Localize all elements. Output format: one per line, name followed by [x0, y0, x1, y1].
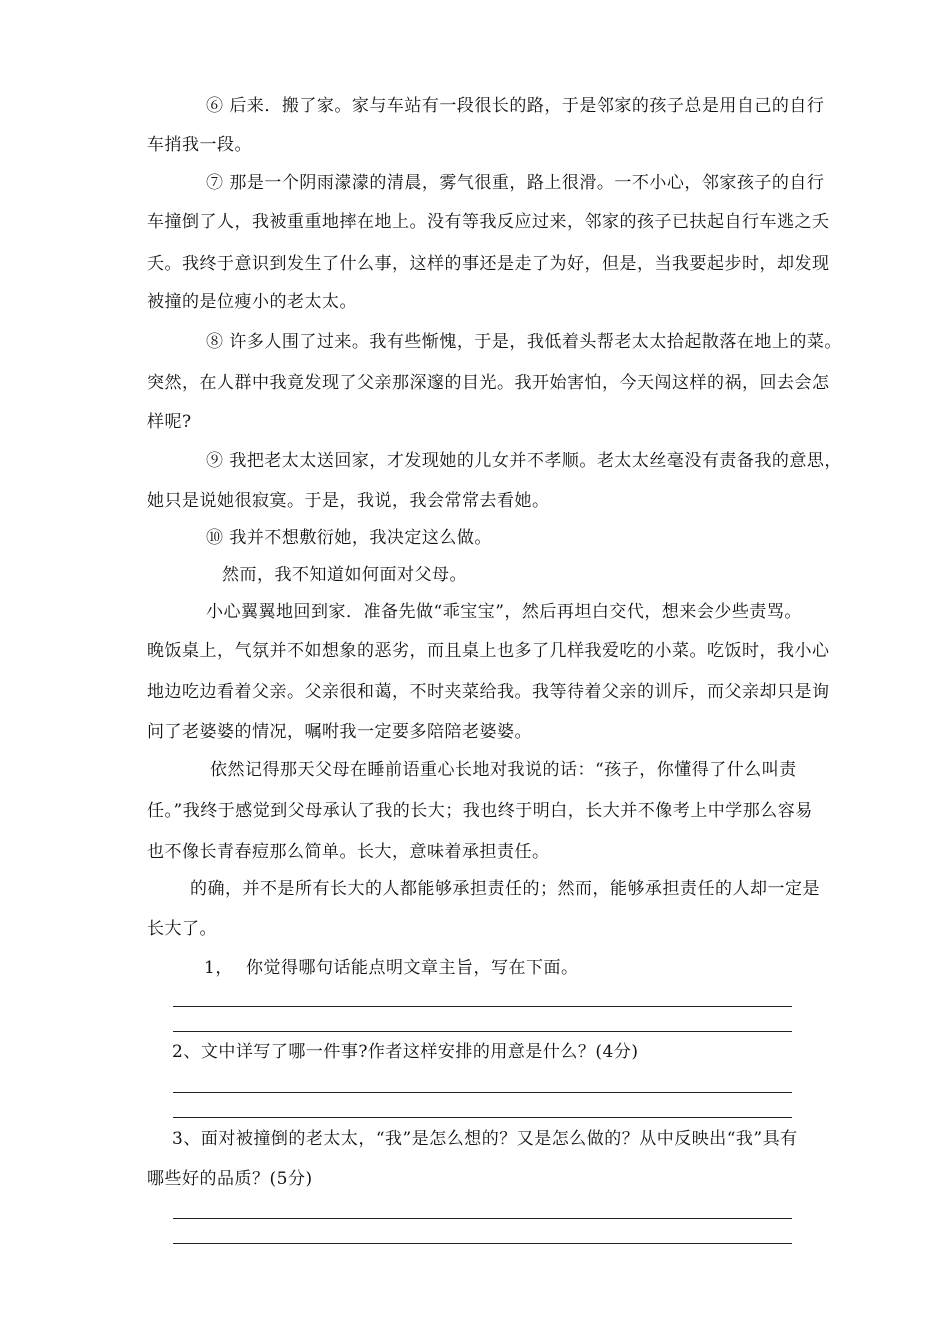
- paragraph-13-line-1: 依然记得那天父母在睡前语重心长地对我说的话：“孩子，你懂得了什么叫责: [210, 760, 797, 780]
- paragraph-14-line-1: 的确，并不是所有长大的人都能够承担责任的；然而，能够承担责任的人却一定是: [190, 879, 820, 899]
- answer-line[interactable]: [173, 1117, 792, 1118]
- question-3-line-1: 3、面对被撞倒的老太太，“我”是怎么想的？又是怎么做的？从中反映出“我”具有: [172, 1129, 798, 1149]
- paragraph-12-line-1: 小心翼翼地回到家．准备先做“乖宝宝”，然后再坦白交代，想来会少些责骂。: [206, 602, 802, 622]
- paragraph-6-line-2: 车捎我一段。: [147, 135, 252, 155]
- answer-line[interactable]: [173, 1218, 792, 1219]
- paragraph-7-line-3: 夭。我终于意识到发生了什么事，这样的事还是走了为好，但是，当我要起步时，却发现: [147, 254, 830, 274]
- paragraph-6-line-1: ⑥ 后来．搬了家。家与车站有一段很长的路，于是邻家的孩子总是用自己的自行: [206, 96, 825, 116]
- paragraph-14-line-2: 长大了。: [147, 919, 217, 939]
- question-2-text: 2、文中详写了哪一件事?作者这样安排的用意是什么？(4分): [172, 1042, 639, 1062]
- answer-line[interactable]: [173, 1031, 792, 1032]
- question-3-line-2: 哪些好的品质？(5分): [147, 1169, 313, 1189]
- answer-line[interactable]: [173, 1243, 792, 1244]
- paragraph-12-line-3: 地边吃边看着父亲。父亲很和蔼，不时夹菜给我。我等待着父亲的训斥，而父亲却只是询: [147, 682, 830, 702]
- question-1-text: 你觉得哪句话能点明文章主旨，写在下面。: [246, 958, 579, 978]
- question-1-number: 1，: [204, 958, 233, 978]
- paragraph-13-line-3: 也不像长青春痘那么简单。长大，意味着承担责任。: [147, 842, 550, 862]
- answer-line[interactable]: [173, 1092, 792, 1093]
- paragraph-11-line-1: 然而，我不知道如何面对父母。: [222, 565, 467, 585]
- paragraph-7-line-4: 被撞的是位瘦小的老太太。: [147, 292, 357, 312]
- paragraph-8-line-2: 突然，在人群中我竟发现了父亲那深邃的目光。我开始害怕，今天闯这样的祸，回去会怎: [147, 373, 830, 393]
- paragraph-9-line-2: 她只是说她很寂寞。于是，我说，我会常常去看她。: [147, 491, 550, 511]
- paragraph-12-line-2: 晚饭桌上，气氛并不如想象的恶劣，而且桌上也多了几样我爱吃的小菜。吃饭时，我小心: [147, 641, 830, 661]
- paragraph-7-line-1: ⑦ 那是一个阴雨濛濛的清晨，雾气很重，路上很滑。一不小心，邻家孩子的自行: [206, 173, 825, 193]
- paragraph-12-line-4: 问了老婆婆的情况，嘱咐我一定要多陪陪老婆婆。: [147, 722, 532, 742]
- paragraph-8-line-1: ⑧ 许多人围了过来。我有些惭愧，于是，我低着头帮老太太拾起散落在地上的菜。: [206, 332, 842, 352]
- paragraph-10-line-1: ⑩ 我并不想敷衍她，我决定这么做。: [206, 528, 492, 548]
- answer-line[interactable]: [173, 1006, 792, 1007]
- paragraph-7-line-2: 车撞倒了人，我被重重地摔在地上。没有等我反应过来，邻家的孩子已扶起自行车逃之夭: [147, 212, 830, 232]
- paragraph-9-line-1: ⑨ 我把老太太送回家，才发现她的儿女并不孝顺。老太太丝毫没有责备我的意思，: [206, 451, 842, 471]
- paragraph-13-line-2: 任。”我终于感觉到父母承认了我的长大；我也终于明白，长大并不像考上中学那么容易: [147, 801, 813, 821]
- paragraph-8-line-3: 样呢?: [147, 412, 192, 432]
